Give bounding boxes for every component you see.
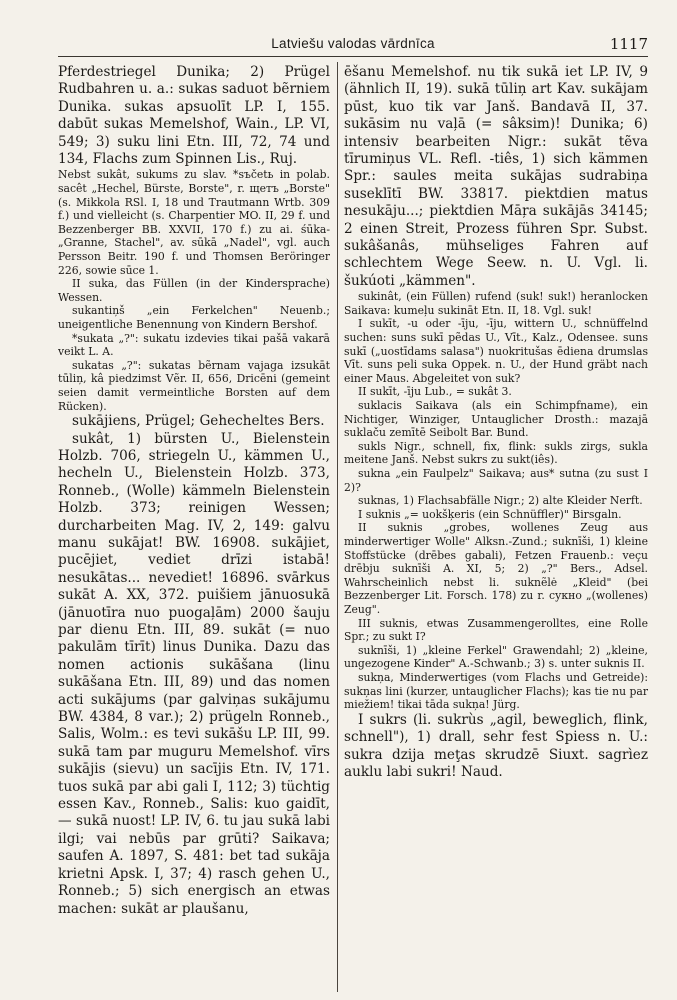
dictionary-entry: sukna „ein Faulpelz" Saikava; aus* sutna (zu sust I 2)? [344,467,648,494]
dictionary-entry: sukājiens, Prügel; Gehecheltes Bers. [72,413,325,430]
dictionary-entry: II suka, das Füllen (in der Kindersprache) Wessen. [58,277,330,304]
dictionary-entry: sukls Nigr., schnell, fix, flink: sukls zirgs, sukla meitene Janš. Nebst sukrs zu sukt(iês). [344,439,648,467]
dictionary-entry: *sukata „?": sukatu izdevies tikai pašā vakarā veikt L. A. [58,331,330,359]
dictionary-entry: sukantiņš „ein Ferkelchen" Neuenb.; uneigentliche Benennung von Kindern Bershof. [58,304,330,331]
dictionary-entry: I sukīt, -u oder -īju, -īju, wittern U., schnüffelnd suchen: suns sukī pẽdas U., Vīt., Kalz., Odensee. suns sukī („uostīdams salasa") nuokritušas ēdiena drumslas Vīt. suns peli suka Oppek. n. U., der Hund gräbt nach einer Maus. Abgeleitet von suk? [344,317,648,385]
page-header [58,34,648,57]
dictionary-entry: sukatas „?": sukatas bẽrnam vajaga izsukāt tūliņ, kâ piedzimst Vẽr. II, 656, Dricēni (gemeint seien damit vermeintliche Borsten auf dem Rücken). [58,358,330,413]
dictionary-entry: I suknis „= uokšķeris (ein Schnüffler)" Birsgaln. [358,507,622,521]
page-number: 1117 [609,35,648,53]
dictionary-entry: II sukīt, -īju Lub., = sukât 3. [358,385,512,399]
column-divider [337,62,338,992]
dictionary-entry: III suknis, etwas Zusammengerolltes, eine Rolle Spr.; zu sukt I? [344,616,648,644]
dictionary-entry: Pferdestriegel Dunika; 2) Prügel Rudbahren u. a.: sukas saduot bẽrniem Dunika. sukas apsuolīt LP. I, 155. dabūt sukas Memelshof, Wain., LP. VI, 549; 3) suku lini Etn. III, 72, 74 und 134, Flachs zum Spinnen Lis., Ruj. [58,64,330,168]
dictionary-entry: sukinât, (ein Füllen) rufend (suk! suk!) heranlocken Saikava: kumeļu sukināt Etn. II, 18. Vgl. suk! [344,290,648,317]
dictionary-entry: sukņa, Minderwertiges (vom Flachs und Getreide): sukņas lini (kurzer, untauglicher Flachs); kas tie nu par miežiem! tikai tāda sukņa! Jürg. [344,670,648,712]
dictionary-entry: ēšanu Memelshof. nu tik sukā iet LP. IV, 9 (ähnlich II, 19). sukā tūliņ art Kav. sukājam pūst, kuo tik var Janš. Bandavā II, 37. sukāsim nu vaļā (= sâksim)! Dunika; 6) intensiv bearbeiten Nigr.: sukāt tẽva tīrumiņus VL. Refl. -tiês, 1) sich kämmen Spr.: saules meita sukājas sudrabiņa suseklītī BW. 33817. piektdien matus nesukāju...; piektdien Māŗa sukājās 34145; 2 einen Streit, Prozess führen Spr. Subst. sukâšanâs, mühseliges Fahren auf schlechtem Wege Seew. n. U. Vgl. li. šukúoti „kämmen". [344,64,648,289]
running-title: Latviešu valodas vārdnīca [271,36,435,51]
dictionary-entry: suknīši, 1) „kleine Ferkel" Grawendahl; 2) „kleine, ungezogene Kinder" A.-Schwanb.; 3) s. unter suknis II. [344,643,648,671]
right-column [344,64,648,994]
dictionary-entry: suknas, 1) Flachsabfälle Nigr.; 2) alte Kleider Nerft. [358,494,643,508]
dictionary-entry: Nebst sukât, sukums zu slav. *sъčetь in polab. sacêt „Hechel, Bürste, Borste", r. щетъ „Borste" (s. Mikkola RSl. I, 18 und Trautmann Wrtb. 309 f.) und vielleicht (s. Charpentier MO. II, 29 f. und Bezzenberger BB. XXVII, 170 f.) zu ai. śūka- „Granne, Stachel", av. sūkā „Nadel", vgl. auch Persson Beitr. 190 f. und Thomsen Beröringer 226, sowie sūce 1. [58,168,330,277]
dictionary-entry: suklacis Saikava (als ein Schimpfname), ein Nichtiger, Winziger, Untauglicher Drosth.: mazajā suklaču zemītē Seibolt Bar. Bund. [344,399,648,440]
dictionary-entry: I sukrs (li. sukrùs „agil, beweglich, flink, schnell"), 1) drall, sehr fest Spiess n. U.: sukra dzija meţas skrudzē Siuxt. sagrìez auklu labi sukri! Naud. [344,711,648,780]
dictionary-entry: sukât, 1) bürsten U., Bielenstein Holzb. 706, striegeln U., kämmen U., hecheln U., Bielenstein Holzb. 373, Ronneb., (Wolle) kämmeln Bielenstein Holzb. 373; reinigen Wessen; durcharbeiten Mag. IV, 2, 149: galvu manu sukājat! BW. 16908. sukājiet, pucējiet, vediet drīzi istabā! nesukātas... nevediet! 16896. svārkus sukāt A. XX, 372. puišiem jānuosukā (jānuotīra nuo puogaļām) 2000 šauju par dienu Etn. III, 89. sukāt (= nuo pakulām tīrīt) linus Dunika. Dazu das nomen actionis sukāšana (linu sukāšana Etn. III, 89) und das nomen acti sukājums (par galviņas sukājumu BW. 4384, 8 var.); 2) prügeln Ronneb., Salis, Wolm.: es tevi sukāšu LP. III, 99. sukā tam par muguru Memelshof. vīrs sukājis (sievu) un sacījis Etn. IV, 171. tuos sukā par abi gali I, 112; 3) tüchtig essen Kav., Ronneb., Salis: kuo gaidīt, — sukā nuost! LP. IV, 6. tu jau sukā labi ilgi; vai nebūs par grūti? Saikava; saufen A. 1897, S. 481: bet tad sukāja krietni Apsk. I, 37; 4) rasch gehen U., Ronneb.; 5) sich energisch an etwas machen: sukāt ar plaušanu, [58,430,330,917]
left-column [58,64,330,994]
dictionary-entry: II suknis „grobes, wollenes Zeug aus minderwertiger Wolle" Alksn.-Zund.; suknīši, 1) kleine Stoffstücke (drēbes gabali), Fetzen Frauenb.: veçu drēbju suknīši A. XI, 5; 2) „?" Bers., Adsel. Wahrscheinlich nebst li. suknẽlė „Kleid" (bei Bezzenberger Lit. Forsch. 178) zu r. сукно „(wollenes) Zeug". [344,521,648,616]
